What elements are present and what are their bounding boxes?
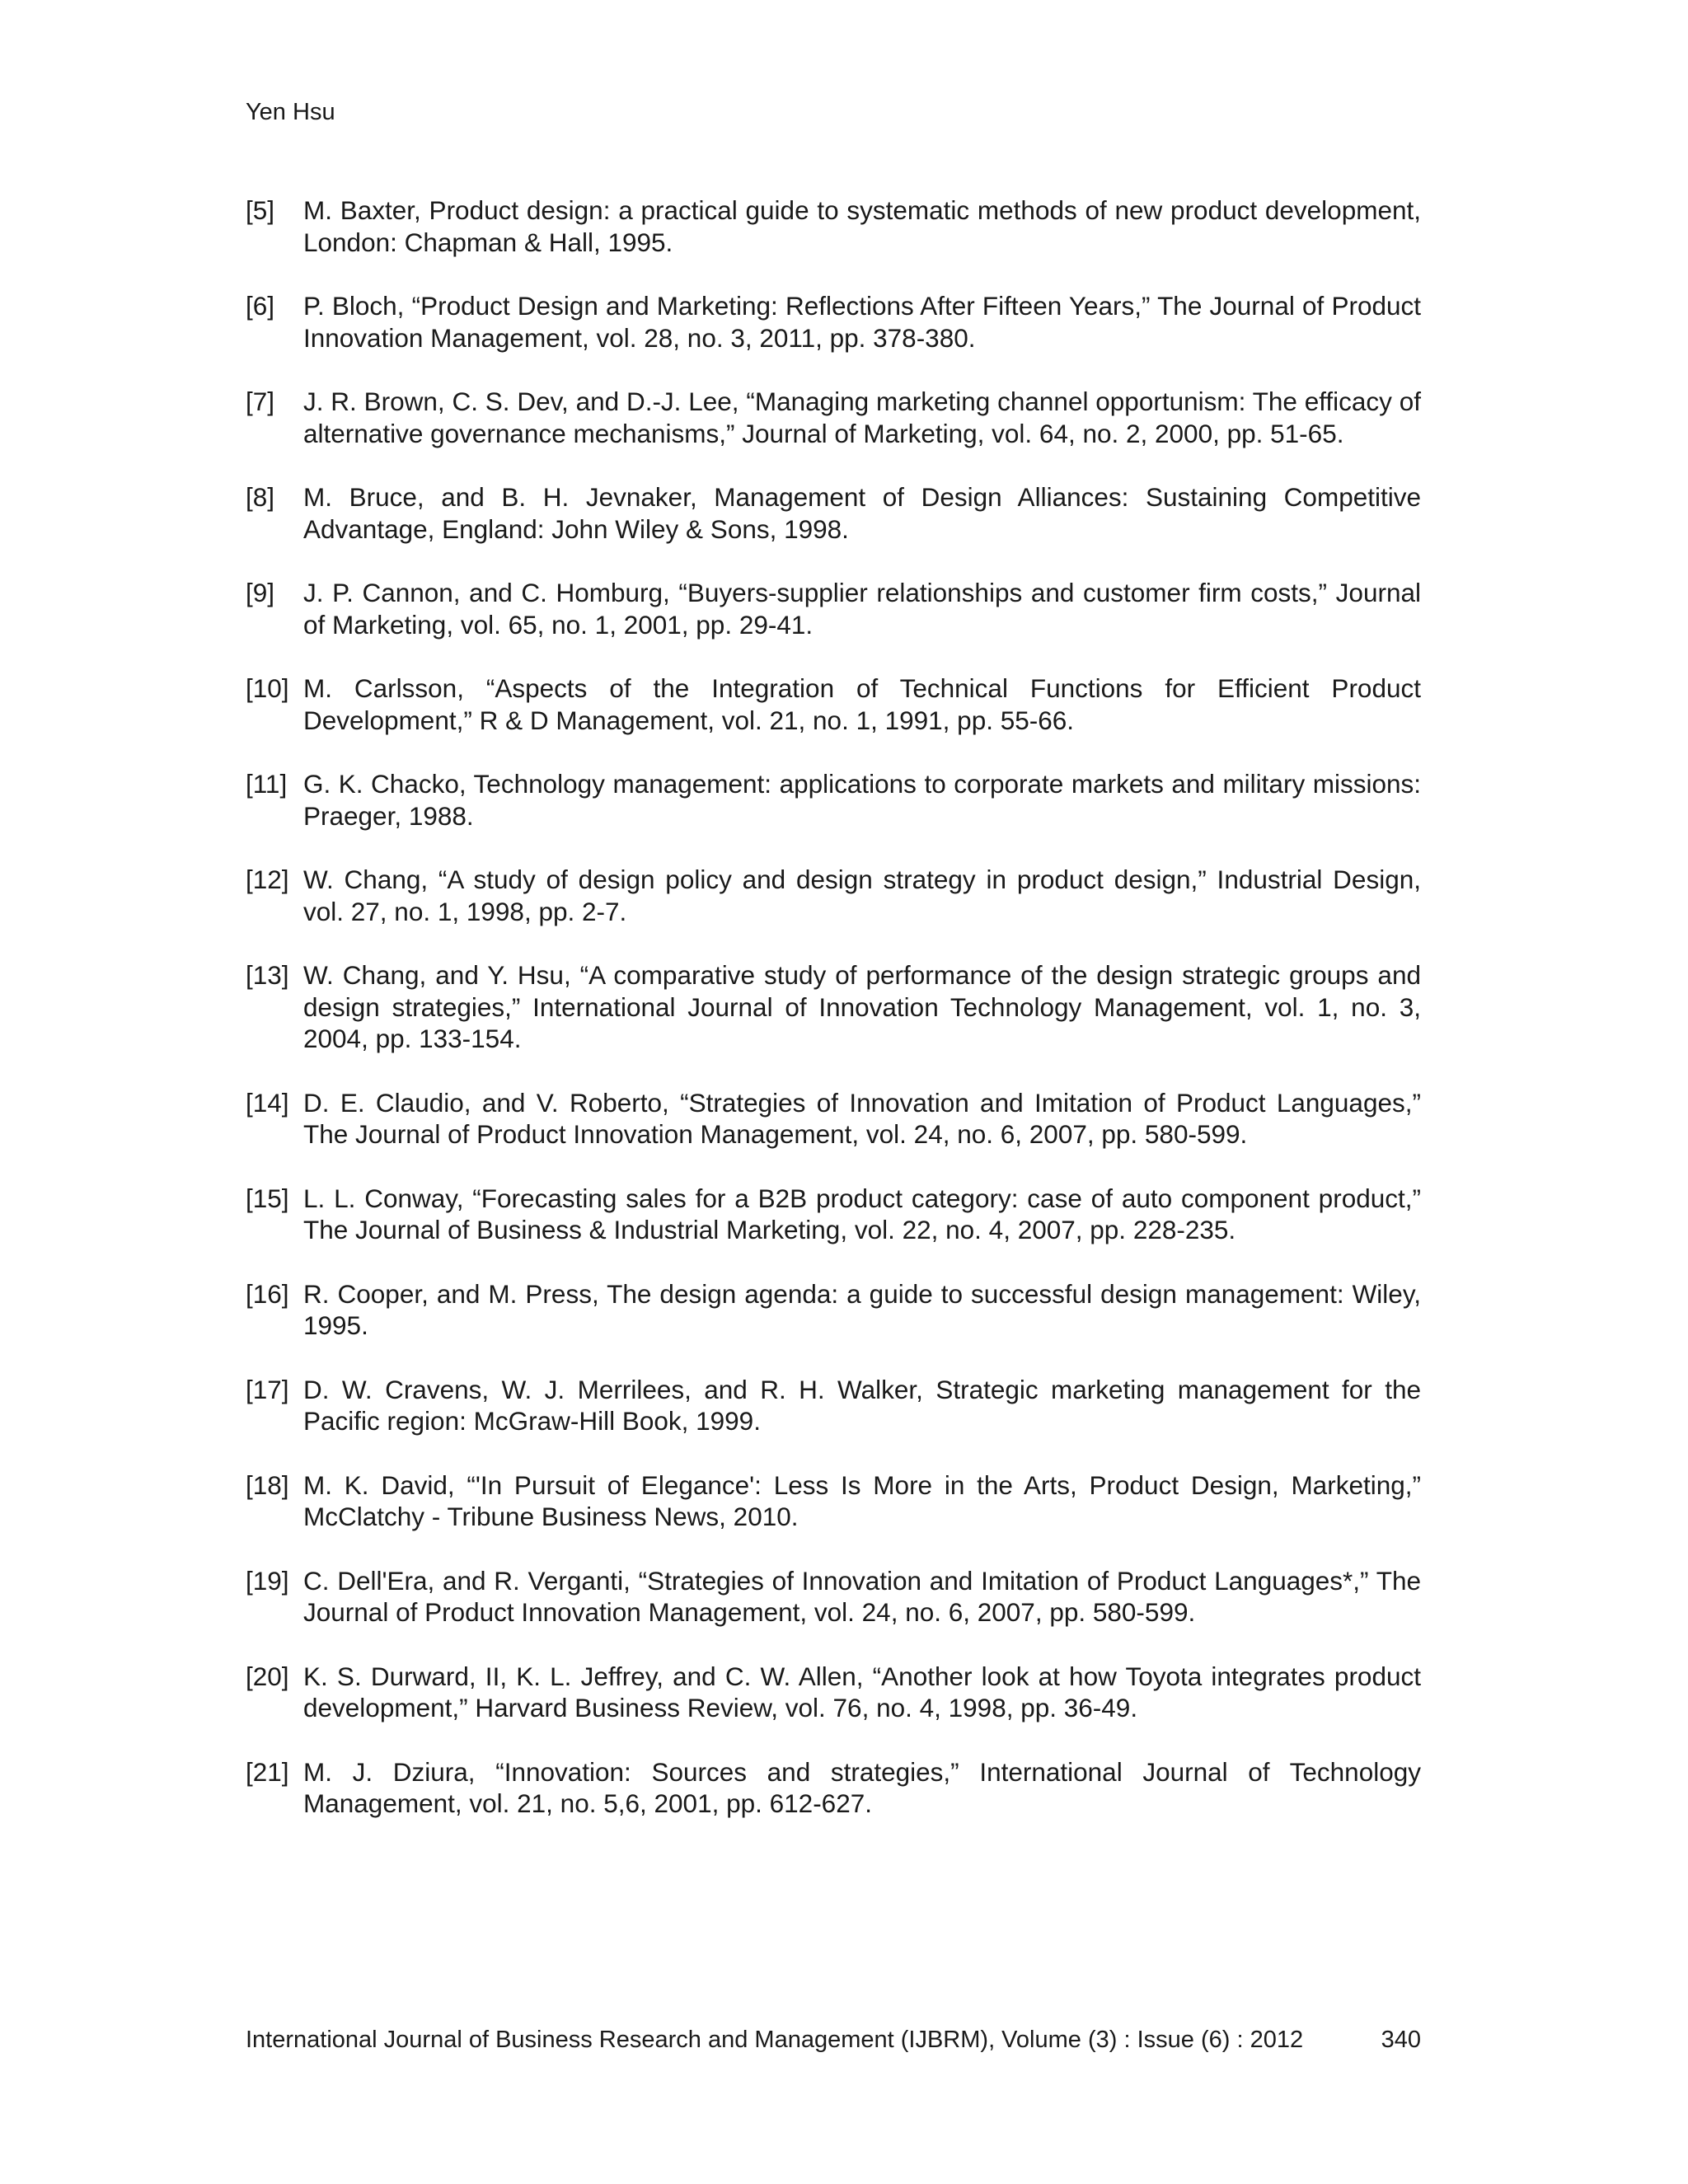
reference-number: [8] xyxy=(246,482,275,512)
page-number: 340 xyxy=(1381,2027,1421,2053)
reference-item xyxy=(246,1565,1421,1629)
reference-number: [18] xyxy=(246,1469,289,1500)
reference-number: [10] xyxy=(246,673,289,703)
reference-item xyxy=(246,1661,1421,1724)
reference-item xyxy=(246,1183,1421,1246)
reference-item xyxy=(246,481,1421,545)
reference-item xyxy=(246,959,1421,1055)
reference-number: [15] xyxy=(246,1183,289,1213)
reference-text: M. J. Dziura, “Innovation: Sources and strategies,” International Journal of Technology Management, vol. 21, no. 5,6, 2001, pp. 612-627. xyxy=(303,1756,1421,1818)
reference-item xyxy=(246,386,1421,449)
footer-journal-citation: International Journal of Business Research and Management (IJBRM), Volume (3) : Issue (6) : 2012 xyxy=(246,2027,1304,2053)
reference-number: [7] xyxy=(246,387,275,416)
reference-item xyxy=(246,1374,1421,1437)
reference-item xyxy=(246,577,1421,640)
page-footer xyxy=(246,2025,1421,2055)
reference-number: [14] xyxy=(246,1087,289,1118)
reference-number: [17] xyxy=(246,1374,289,1404)
reference-number: [12] xyxy=(246,865,289,894)
reference-number: [21] xyxy=(246,1756,289,1787)
reference-item xyxy=(246,673,1421,736)
reference-list xyxy=(246,194,1421,1852)
reference-text: P. Bloch, “Product Design and Marketing: Reflections After Fifteen Years,” The Journal of Product Innovation Management, vol. 28, no. 3, 2011, pp. 378-380. xyxy=(303,291,1421,353)
reference-text: J. P. Cannon, and C. Homburg, “Buyers-supplier relationships and customer firm costs,” Journal of Marketing, vol. 65, no. 1, 2001, pp. 29-41. xyxy=(303,578,1421,640)
reference-text: D. W. Cravens, W. J. Merrilees, and R. H. Walker, Strategic marketing management for the Pacific region: McGraw-Hill Book, 1999. xyxy=(303,1374,1421,1436)
reference-text: M. Carlsson, “Aspects of the Integration of Technical Functions for Efficient Product Development,” R & D Management, vol. 21, no. 1, 1991, pp. 55-66. xyxy=(303,673,1421,735)
reference-item xyxy=(246,1087,1421,1151)
reference-number: [6] xyxy=(246,291,275,321)
reference-text: W. Chang, and Y. Hsu, “A comparative study of performance of the design strategic groups and design strategies,” International Journal of Innovation Technology Management, vol. 1, no. 3, 2004, pp. 133-154. xyxy=(303,960,1421,1053)
reference-text: G. K. Chacko, Technology management: applications to corporate markets and military missions: Praeger, 1988. xyxy=(303,769,1421,831)
reference-item xyxy=(246,1278,1421,1342)
running-head-author: Yen Hsu xyxy=(246,99,335,125)
reference-number: [20] xyxy=(246,1661,289,1691)
reference-text: R. Cooper, and M. Press, The design agenda: a guide to successful design management: Wiley, 1995. xyxy=(303,1278,1421,1340)
reference-number: [9] xyxy=(246,578,275,607)
reference-number: [11] xyxy=(246,769,288,799)
reference-text: L. L. Conway, “Forecasting sales for a B2B product category: case of auto component product,” The Journal of Business & Industrial Marketing, vol. 22, no. 4, 2007, pp. 228-235. xyxy=(303,1183,1421,1244)
reference-item xyxy=(246,1756,1421,1820)
reference-number: [19] xyxy=(246,1565,289,1596)
reference-number: [16] xyxy=(246,1278,289,1309)
reference-text: K. S. Durward, II, K. L. Jeffrey, and C. W. Allen, “Another look at how Toyota integrates product development,” Harvard Business Review, vol. 76, no. 4, 1998, pp. 36-49. xyxy=(303,1661,1421,1722)
reference-item xyxy=(246,290,1421,354)
reference-item xyxy=(246,768,1421,832)
reference-item xyxy=(246,1469,1421,1533)
reference-text: J. R. Brown, C. S. Dev, and D.-J. Lee, “Managing marketing channel opportunism: The efficacy of alternative governance mechanisms,” Journal of Marketing, vol. 64, no. 2, 2000, pp. 51-65. xyxy=(303,387,1421,448)
reference-number: [5] xyxy=(246,195,275,225)
reference-text: M. Baxter, Product design: a practical guide to systematic methods of new product development, London: Chapman & Hall, 1995. xyxy=(303,195,1421,257)
reference-text: C. Dell'Era, and R. Verganti, “Strategies of Innovation and Imitation of Product Languages*,” The Journal of Product Innovation Management, vol. 24, no. 6, 2007, pp. 580-599. xyxy=(303,1565,1421,1627)
reference-text: M. K. David, “'In Pursuit of Elegance': Less Is More in the Arts, Product Design, Marketing,” McClatchy - Tribune Business News, 2010. xyxy=(303,1469,1421,1531)
reference-text: W. Chang, “A study of design policy and design strategy in product design,” Industrial Design, vol. 27, no. 1, 1998, pp. 2-7. xyxy=(303,865,1421,926)
reference-item xyxy=(246,194,1421,258)
reference-item xyxy=(246,864,1421,927)
reference-text: M. Bruce, and B. H. Jevnaker, Management of Design Alliances: Sustaining Competitive Advantage, England: John Wiley & Sons, 1998. xyxy=(303,482,1421,544)
reference-text: D. E. Claudio, and V. Roberto, “Strategies of Innovation and Imitation of Product Languages,” The Journal of Product Innovation Management, vol. 24, no. 6, 2007, pp. 580-599. xyxy=(303,1087,1421,1149)
reference-number: [13] xyxy=(246,960,289,990)
